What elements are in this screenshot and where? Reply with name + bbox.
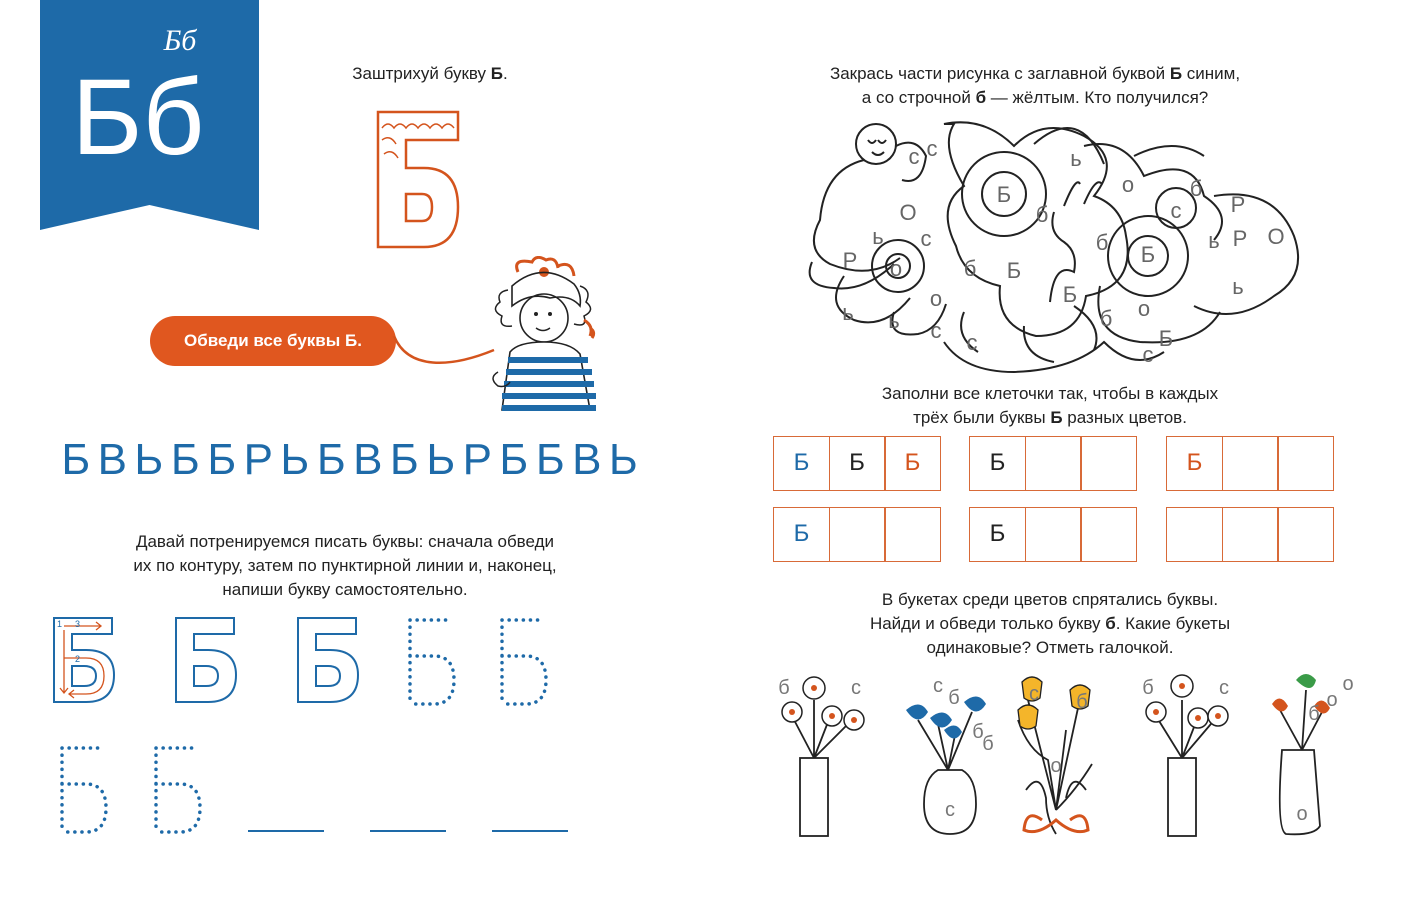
row-letter[interactable]: Б: [499, 435, 530, 484]
grid-cell[interactable]: [1222, 436, 1279, 491]
bouquet-letter[interactable]: б: [972, 721, 984, 743]
picture-letter[interactable]: б: [1189, 176, 1203, 201]
stroke-number-1: 1: [57, 619, 63, 629]
bouquet-letter[interactable]: с: [851, 677, 861, 699]
row-letter[interactable]: Б: [61, 435, 92, 484]
color-instruction: Закрась части рисунка с заглавной буквой Б синим, а со строчной б — жёлтым. Кто получился?: [829, 64, 1241, 107]
picture-letter[interactable]: б: [1095, 230, 1109, 255]
picture-letter[interactable]: Б: [1158, 326, 1174, 351]
picture-letter[interactable]: Б: [1006, 258, 1022, 283]
picture-letter[interactable]: б: [1099, 306, 1113, 331]
tracing-row-1: [50, 614, 570, 710]
picture-letter[interactable]: ь: [1070, 146, 1082, 171]
write-line-3[interactable]: [492, 830, 568, 832]
row-letter[interactable]: Б: [170, 435, 201, 484]
grid-cell[interactable]: [829, 507, 886, 562]
bouquet-letter[interactable]: с: [1219, 677, 1229, 699]
grid-cell[interactable]: [884, 507, 941, 562]
row-letter[interactable]: В: [353, 435, 384, 484]
cell-group-1-2: [969, 436, 1137, 491]
write-line-1[interactable]: [248, 830, 324, 832]
grid-cell[interactable]: [1025, 507, 1082, 562]
grid-cell[interactable]: [1166, 507, 1223, 562]
row-letter[interactable]: Б: [316, 435, 347, 484]
picture-letter[interactable]: с: [930, 318, 942, 343]
row-letter[interactable]: Б: [207, 435, 238, 484]
row-letter[interactable]: Ь: [134, 435, 165, 484]
picture-letter[interactable]: Р: [1232, 226, 1248, 251]
row-letter[interactable]: Р: [243, 435, 274, 484]
grid-cell[interactable]: [1222, 507, 1279, 562]
bouquet-letter[interactable]: с: [1029, 683, 1039, 705]
bouquet-letter[interactable]: б: [1142, 677, 1154, 699]
bouquet-letter[interactable]: б: [948, 687, 960, 709]
picture-letter[interactable]: ь: [842, 300, 854, 325]
grid-cell[interactable]: Б: [829, 436, 886, 491]
picture-letter[interactable]: Б: [1062, 282, 1078, 307]
picture-letter[interactable]: с: [926, 136, 938, 161]
grid-cell[interactable]: [1080, 507, 1137, 562]
cell-group-1-3: [1166, 436, 1334, 491]
picture-letter[interactable]: о: [1121, 172, 1135, 197]
grid-cell[interactable]: Б: [969, 507, 1026, 562]
banner-script-letters: Бб: [163, 24, 197, 57]
write-line-2[interactable]: [370, 830, 446, 832]
vase-letter[interactable]: о: [1050, 755, 1062, 777]
picture-letter[interactable]: ь: [888, 308, 900, 333]
row-letter[interactable]: Р: [462, 435, 493, 484]
picture-letter[interactable]: Б: [1140, 242, 1156, 267]
circle-letters-pill: Обведи все буквы Б.: [150, 316, 396, 366]
stroke-number-2: 2: [75, 654, 81, 664]
picture-letter[interactable]: о: [889, 256, 903, 281]
shade-instruction: Заштрихуй букву Б.: [352, 64, 508, 83]
writing-instruction: Давай потренируемся писать буквы: сначала обведи их по контуру, затем по пунктирной линии и, наконец, напиши букву самостоятельно.: [133, 532, 557, 599]
grid-cell[interactable]: Б: [1166, 436, 1223, 491]
picture-letter[interactable]: б: [1035, 202, 1049, 227]
grid-cell[interactable]: Б: [884, 436, 941, 491]
row-letter[interactable]: В: [97, 435, 128, 484]
bouquet-letter[interactable]: о: [1342, 673, 1354, 695]
grid-cell[interactable]: Б: [773, 436, 830, 491]
bouquet-letter[interactable]: б: [778, 677, 790, 699]
bouquet-instruction: В букетах среди цветов спрятались буквы. Найди и обведи только букву б. Какие букеты одинаковые? Отметь галочкой.: [869, 590, 1231, 657]
picture-letter[interactable]: ь: [1232, 274, 1244, 299]
tracing-row-2: [54, 744, 214, 836]
pill-tail: [390, 330, 500, 370]
row-letter[interactable]: В: [572, 435, 603, 484]
row-letter[interactable]: Б: [535, 435, 566, 484]
banner-big-letters: Бб: [71, 56, 205, 177]
cell-group-2-2: [969, 507, 1137, 562]
grid-cell[interactable]: [1025, 436, 1082, 491]
picture-letter[interactable]: с: [966, 330, 978, 355]
bouquet-letter[interactable]: б: [1076, 691, 1088, 713]
shade-letter-outline: [376, 110, 460, 250]
picture-letter[interactable]: О: [899, 200, 917, 225]
picture-letter[interactable]: Р: [842, 248, 858, 273]
picture-letter[interactable]: о: [1137, 296, 1151, 321]
girl-illustration: [488, 256, 610, 414]
picture-letter[interactable]: с: [1170, 198, 1182, 223]
grid-instruction: Заполни все клеточки так, чтобы в каждых трёх были буквы Б разных цветов.: [881, 384, 1219, 427]
picture-letter[interactable]: ь: [1208, 228, 1220, 253]
picture-letter[interactable]: ь: [872, 224, 884, 249]
picture-letter[interactable]: Р: [1230, 192, 1246, 217]
row-letter[interactable]: Б: [389, 435, 420, 484]
cell-group-2-3: [1166, 507, 1334, 562]
cell-group-1-1: [773, 436, 941, 491]
grid-cell[interactable]: Б: [773, 507, 830, 562]
stroke-number-3: 3: [75, 619, 81, 629]
bouquets-illustration: [766, 660, 1366, 850]
vase-letter[interactable]: с: [945, 799, 955, 821]
picture-letter[interactable]: с: [1142, 342, 1154, 367]
bouquet-letter[interactable]: с: [933, 675, 943, 697]
bouquet-letter[interactable]: о: [1326, 689, 1338, 711]
grid-cell[interactable]: [1277, 436, 1334, 491]
row-letter[interactable]: Ь: [608, 435, 639, 484]
picture-letter[interactable]: с: [920, 226, 932, 251]
grid-cell[interactable]: [1080, 436, 1137, 491]
grid-cell[interactable]: [1277, 507, 1334, 562]
picture-letter[interactable]: о: [929, 286, 943, 311]
letter-row: [58, 430, 648, 490]
bouquet-letter[interactable]: б: [1308, 703, 1320, 725]
picture-letter[interactable]: Б: [996, 182, 1012, 207]
picture-letter[interactable]: б: [963, 256, 977, 281]
bouquet-letter[interactable]: б: [982, 733, 994, 755]
row-letter[interactable]: Ь: [280, 435, 311, 484]
row-letter[interactable]: Ь: [426, 435, 457, 484]
vase-letter[interactable]: о: [1296, 803, 1308, 825]
picture-letter[interactable]: О: [1267, 224, 1285, 249]
cell-group-2-1: [773, 507, 941, 562]
grid-cell[interactable]: Б: [969, 436, 1026, 491]
picture-letter[interactable]: с: [908, 144, 920, 169]
coloring-picture: [804, 116, 1304, 374]
